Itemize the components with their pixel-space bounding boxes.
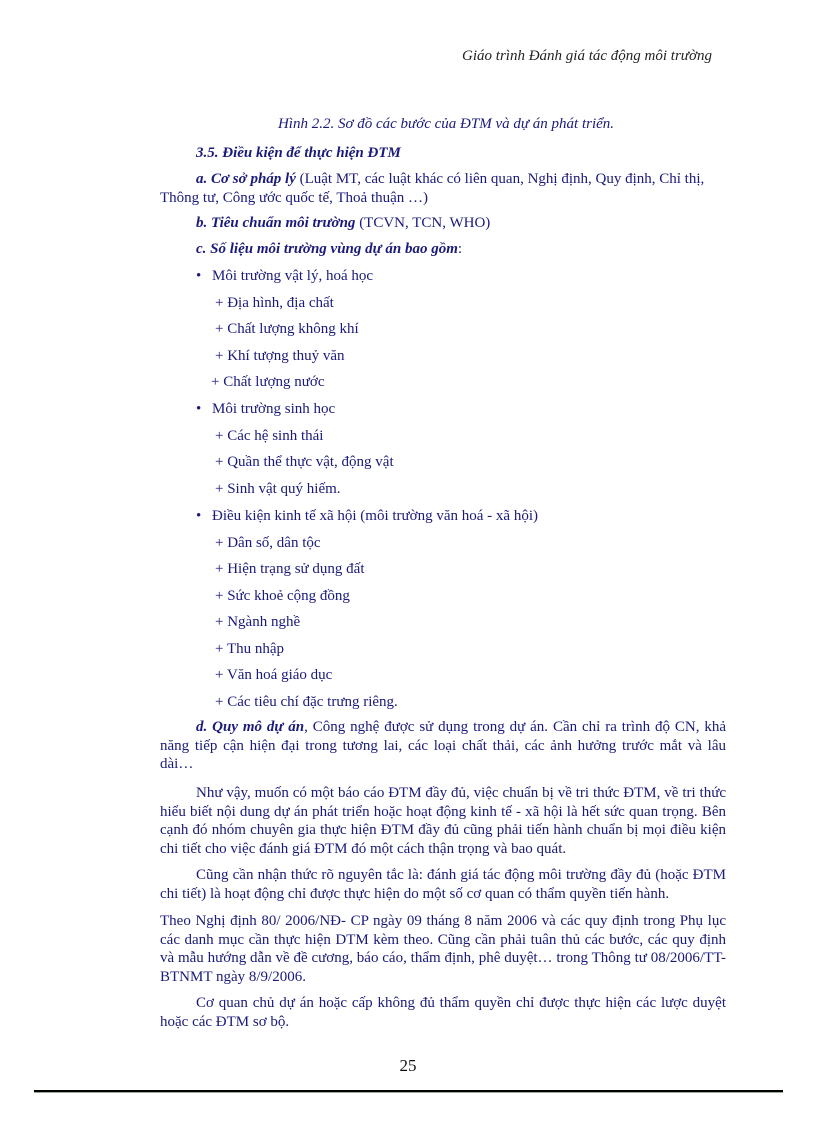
list-item: + Các hệ sinh thái	[215, 428, 324, 444]
paragraph-body-3	[160, 912, 726, 986]
paragraph-body-2	[160, 866, 726, 903]
list-item: + Thu nhập	[215, 641, 285, 657]
colon: :	[457, 241, 463, 257]
list-item: + Văn hoá giáo dục	[215, 667, 333, 683]
group-title: Điều kiện kinh tế xã hội (môi trường văn hoá - xã hội)	[212, 508, 538, 524]
standards-text: (TCVN, TCN, WHO)	[355, 215, 491, 231]
group-title: Môi trường sinh học	[212, 401, 336, 417]
list-item: + Quần thể thực vật, động vật	[215, 454, 394, 470]
group-title: Môi trường vật lý, hoá học	[212, 268, 374, 284]
page-number: 25	[399, 1056, 417, 1075]
paragraph-body-1	[160, 784, 726, 858]
legal-basis-text-2: Thông tư, Công ước quốc tế, Thoả thuận …)	[160, 189, 429, 206]
list-item: + Các tiêu chí đặc trưng riêng.	[215, 694, 398, 710]
environment-data-label: c. Số liệu môi trường vùng dự án bao gồm	[196, 241, 458, 257]
paragraph-legal-basis	[160, 170, 726, 207]
list-item: + Khí tượng thuỷ văn	[215, 348, 345, 364]
project-scale-text: , Công nghệ được sử dụng trong dự án. Cần chỉ ra trình độ CN, khả năng tiếp cận hiện đại trong tương lai, các loại chất thải, các ảnh hưởng trước mắt và lâu dài…	[160, 719, 726, 772]
bullet-group-physical-chemical	[196, 267, 373, 285]
list-item: + Chất lượng không khí	[215, 321, 359, 337]
list-item: + Chất lượng nước	[211, 374, 325, 390]
list-item: + Hiện trạng sử dụng đất	[215, 561, 365, 577]
list-item: + Dân số, dân tộc	[215, 535, 321, 551]
bullet-icon: •	[196, 401, 202, 417]
section-heading: 3.5. Điều kiện để thực hiện ĐTM	[196, 145, 401, 161]
paragraph-project-scale	[160, 718, 726, 774]
list-item: + Ngành nghề	[215, 614, 301, 630]
standards-label: b. Tiêu chuẩn môi trường	[196, 215, 356, 231]
list-item: + Sinh vật quý hiếm.	[215, 481, 341, 497]
list-item: + Địa hình, địa chất	[215, 295, 334, 311]
bullet-group-biological	[196, 400, 335, 418]
legal-basis-label: a. Cơ sở pháp lý	[196, 171, 296, 187]
bullet-icon: •	[196, 508, 202, 524]
paragraph-standards	[196, 214, 490, 232]
legal-basis-text-1: (Luật MT, các luật khác có liên quan, Nghị định, Quy định, Chỉ thị,	[295, 171, 705, 187]
bullet-group-socioeconomic	[196, 507, 538, 525]
project-scale-label: d. Quy mô dự án	[196, 719, 305, 735]
paragraph-text: Cũng cần nhận thức rõ nguyên tắc là: đánh giá tác động môi trường đầy đủ (hoặc ĐTM chi tiết) là hoạt động chỉ được thực hiện do một số cơ quan có thẩm quyền tiến hành.	[160, 867, 726, 902]
list-item: + Sức khoẻ cộng đồng	[215, 588, 350, 604]
paragraph-body-4	[160, 994, 726, 1031]
footer-divider	[34, 1090, 783, 1093]
paragraph-text: Theo Nghị định 80/ 2006/NĐ- CP ngày 09 tháng 8 năm 2006 và các quy định trong Phụ lục các danh mục cần thực hiện DTM kèm theo. Cũng cần phải tuân thủ các bước, các quy định và mẫu hướng dẫn về đề cương, báo cáo, thẩm định, phê duyệt… trong Thông tư 08/2006/TT- BTNMT ngày 8/9/2006.	[160, 913, 726, 985]
paragraph-text: Cơ quan chủ dự án hoặc cấp không đủ thẩm quyền chỉ được thực hiện các lược duyệt hoặc các ĐTM sơ bộ.	[160, 995, 726, 1030]
paragraph-text: Như vậy, muốn có một báo cáo ĐTM đầy đủ, việc chuẩn bị về tri thức ĐTM, về tri thức hiểu biết nội dung dự án phát triển hoặc hoạt động kinh tế - xã hội là hết sức quan trọng. Bên cạnh đó nhóm chuyên gia thực hiện ĐTM đầy đủ cũng phải tiến hành chuẩn bị mọi điều kiện chi tiết cho việc đánh giá ĐTM đó một cách thận trọng và bao quát.	[160, 785, 726, 857]
figure-caption: Hình 2.2. Sơ đồ các bước của ĐTM và dự án phát triển.	[277, 116, 615, 132]
running-header: Giáo trình Đánh giá tác động môi trường	[462, 48, 712, 64]
bullet-icon: •	[196, 268, 202, 284]
paragraph-environment-data	[196, 240, 462, 258]
